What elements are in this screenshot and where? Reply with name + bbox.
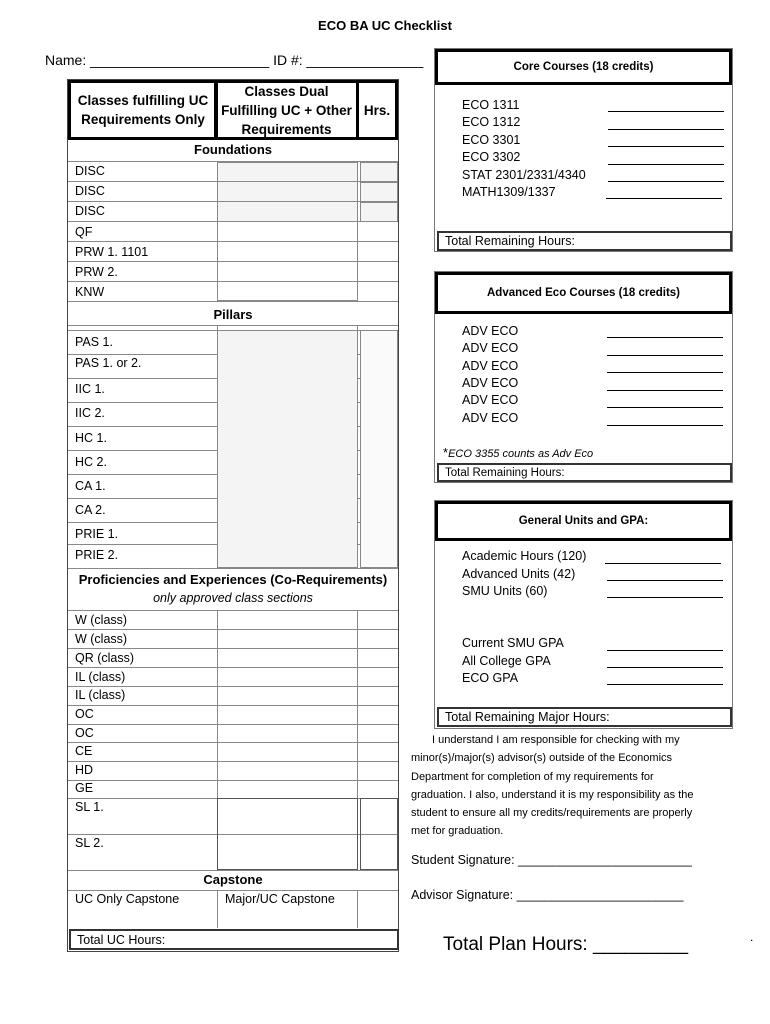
pillars-hrs-column — [360, 330, 398, 568]
core-total-remaining[interactable] — [437, 231, 732, 251]
pillars-dual-column — [217, 330, 358, 568]
row-label: QF — [75, 225, 93, 239]
adv-item: ADV ECO — [462, 341, 519, 355]
page-title: ECO BA UC Checklist — [318, 18, 452, 33]
row-label: SL 1. — [75, 800, 104, 814]
adv-item: ADV ECO — [462, 393, 519, 407]
core-item: ECO 3301 — [462, 133, 521, 147]
row-label: IIC 1. — [75, 382, 105, 396]
total-uc-hours[interactable] — [69, 929, 399, 950]
sl-hrs-cells — [360, 798, 398, 870]
gen-item: Advanced Units (42) — [462, 567, 576, 581]
grade-blank[interactable] — [607, 355, 723, 356]
core-total-label: Total Remaining Hours: — [445, 234, 575, 248]
grade-blank[interactable] — [608, 181, 724, 182]
capstone-uc-only-label: UC Only Capstone — [75, 892, 180, 906]
uc-requirements-table — [67, 79, 399, 952]
table-row[interactable] — [68, 648, 398, 667]
section-proficiencies: Proficiencies and Experiences (Co-Requirements) — [78, 572, 388, 587]
adv-total-remaining[interactable] — [437, 463, 732, 482]
adv-note-text: ECO 3355 counts as Adv Eco — [448, 448, 594, 460]
table-row[interactable] — [68, 667, 398, 686]
table-row[interactable] — [68, 161, 398, 181]
stray-dot: . — [750, 930, 754, 944]
row-label: IIC 2. — [75, 406, 105, 420]
total-uc-hours-label: Total UC Hours: — [77, 932, 166, 947]
proficiencies-subtitle: only approved class sections — [153, 591, 313, 605]
row-label: PRIE 1. — [75, 527, 119, 541]
section-capstone: Capstone — [203, 872, 263, 887]
table-row[interactable] — [68, 629, 398, 648]
row-label: IL (class) — [75, 670, 126, 684]
gpa-blank[interactable] — [607, 650, 723, 651]
value-blank[interactable] — [607, 580, 723, 581]
grade-blank[interactable] — [608, 129, 724, 130]
row-label: PAS 1. — [75, 335, 113, 349]
table-row[interactable] — [68, 780, 398, 798]
row-label: HD — [75, 763, 94, 777]
gpa-item: Current SMU GPA — [462, 636, 564, 650]
row-label: CA 2. — [75, 503, 106, 517]
row-label: SL 2. — [75, 836, 104, 850]
table-row[interactable] — [68, 201, 398, 221]
adv-item: ADV ECO — [462, 324, 519, 338]
adv-item: ADV ECO — [462, 359, 519, 373]
section-foundations: Foundations — [194, 142, 272, 157]
table-row[interactable] — [68, 742, 398, 761]
major-total-label: Total Remaining Major Hours: — [445, 710, 610, 724]
gpa-blank[interactable] — [607, 667, 723, 668]
advanced-eco-title: Advanced Eco Courses (18 credits) — [435, 272, 732, 314]
note-asterisk: * — [443, 445, 449, 460]
col-uc-only-header: Classes fulfilling UC Requirements Only — [68, 80, 218, 140]
row-label: HC 2. — [75, 455, 107, 469]
statement-line: Department for completion of my requirements for — [411, 770, 654, 783]
sl-dual-cells — [217, 798, 358, 870]
dual-column-cells — [217, 221, 358, 301]
row-label: GE — [75, 781, 94, 795]
adv-item: ADV ECO — [462, 376, 519, 390]
statement-line: graduation. I also, understand it is my responsibility as the — [411, 788, 694, 801]
row-label: PRW 2. — [75, 265, 118, 279]
advanced-eco-panel — [434, 271, 733, 483]
row-label: W (class) — [75, 632, 128, 646]
grade-blank[interactable] — [607, 390, 723, 391]
responsibility-statement — [411, 731, 731, 841]
col-dual-header: Classes Dual Fulfilling UC + Other Requirements — [214, 80, 359, 140]
statement-line: met for graduation. — [411, 825, 504, 838]
grade-blank[interactable] — [608, 111, 724, 112]
row-label: CE — [75, 744, 93, 758]
row-label: HC 1. — [75, 431, 107, 445]
adv-note — [443, 445, 593, 460]
major-total-remaining[interactable] — [437, 707, 732, 727]
core-item: MATH1309/1337 — [462, 185, 556, 199]
row-label: QR (class) — [75, 651, 135, 665]
table-row[interactable] — [68, 705, 398, 724]
advisor-signature-line[interactable]: Advisor Signature: ________________________ — [411, 888, 684, 902]
adv-item: ADV ECO — [462, 411, 519, 425]
row-label: KNW — [75, 285, 105, 299]
row-label: PRIE 2. — [75, 548, 119, 562]
general-units-title: General Units and GPA: — [435, 501, 732, 541]
statement-line: minor(s)/major(s) advisor(s) outside of the Economics — [411, 752, 673, 765]
adv-total-label: Total Remaining Hours: — [445, 466, 565, 479]
total-plan-hours[interactable]: Total Plan Hours: _________ — [443, 934, 689, 955]
core-courses-panel — [434, 48, 733, 252]
table-row[interactable] — [68, 761, 398, 780]
row-label: CA 1. — [75, 479, 106, 493]
gpa-item: All College GPA — [462, 654, 551, 668]
row-label: IL (class) — [75, 688, 126, 702]
core-item: ECO 3302 — [462, 150, 521, 164]
core-item: ECO 1311 — [462, 98, 520, 112]
row-label: OC — [75, 726, 94, 740]
row-label: PAS 1. or 2. — [75, 356, 142, 370]
row-label: DISC — [75, 204, 105, 218]
value-blank[interactable] — [605, 563, 721, 564]
row-label: DISC — [75, 184, 105, 198]
grade-blank[interactable] — [608, 164, 724, 165]
core-item: ECO 1312 — [462, 115, 521, 129]
capstone-row[interactable] — [68, 890, 398, 928]
core-courses-title: Core Courses (18 credits) — [435, 49, 732, 85]
section-pillars: Pillars — [213, 307, 253, 322]
grade-blank[interactable] — [607, 407, 723, 408]
row-label: OC — [75, 707, 94, 721]
row-label: PRW 1. 1101 — [75, 245, 149, 259]
gen-item: Academic Hours (120) — [462, 549, 587, 563]
name-id-line[interactable]: Name: _______________________ ID #: _______________ — [45, 52, 424, 68]
table-row[interactable] — [68, 724, 398, 742]
row-label: W (class) — [75, 613, 128, 627]
table-row[interactable] — [68, 181, 398, 201]
grade-blank[interactable] — [607, 425, 723, 426]
student-signature-line[interactable]: Student Signature: _________________________ — [411, 853, 692, 867]
statement-line: I understand I am responsible for checking with my — [432, 734, 680, 746]
gpa-item: ECO GPA — [462, 671, 519, 685]
core-item: STAT 2301/2331/4340 — [462, 168, 586, 182]
grade-blank[interactable] — [607, 337, 723, 338]
value-blank[interactable] — [607, 597, 723, 598]
col-hrs-header: Hrs. — [356, 80, 398, 140]
gpa-blank[interactable] — [607, 684, 723, 685]
table-row[interactable] — [68, 610, 398, 629]
grade-blank[interactable] — [607, 372, 723, 373]
general-units-panel — [434, 500, 733, 729]
grade-blank[interactable] — [608, 146, 724, 147]
capstone-major-label: Major/UC Capstone — [225, 892, 335, 906]
table-row[interactable] — [68, 686, 398, 705]
gen-item: SMU Units (60) — [462, 584, 548, 598]
grade-blank[interactable] — [606, 198, 722, 199]
statement-line: student to ensure all my credits/requirements are properly — [411, 807, 693, 820]
row-label: DISC — [75, 164, 105, 178]
